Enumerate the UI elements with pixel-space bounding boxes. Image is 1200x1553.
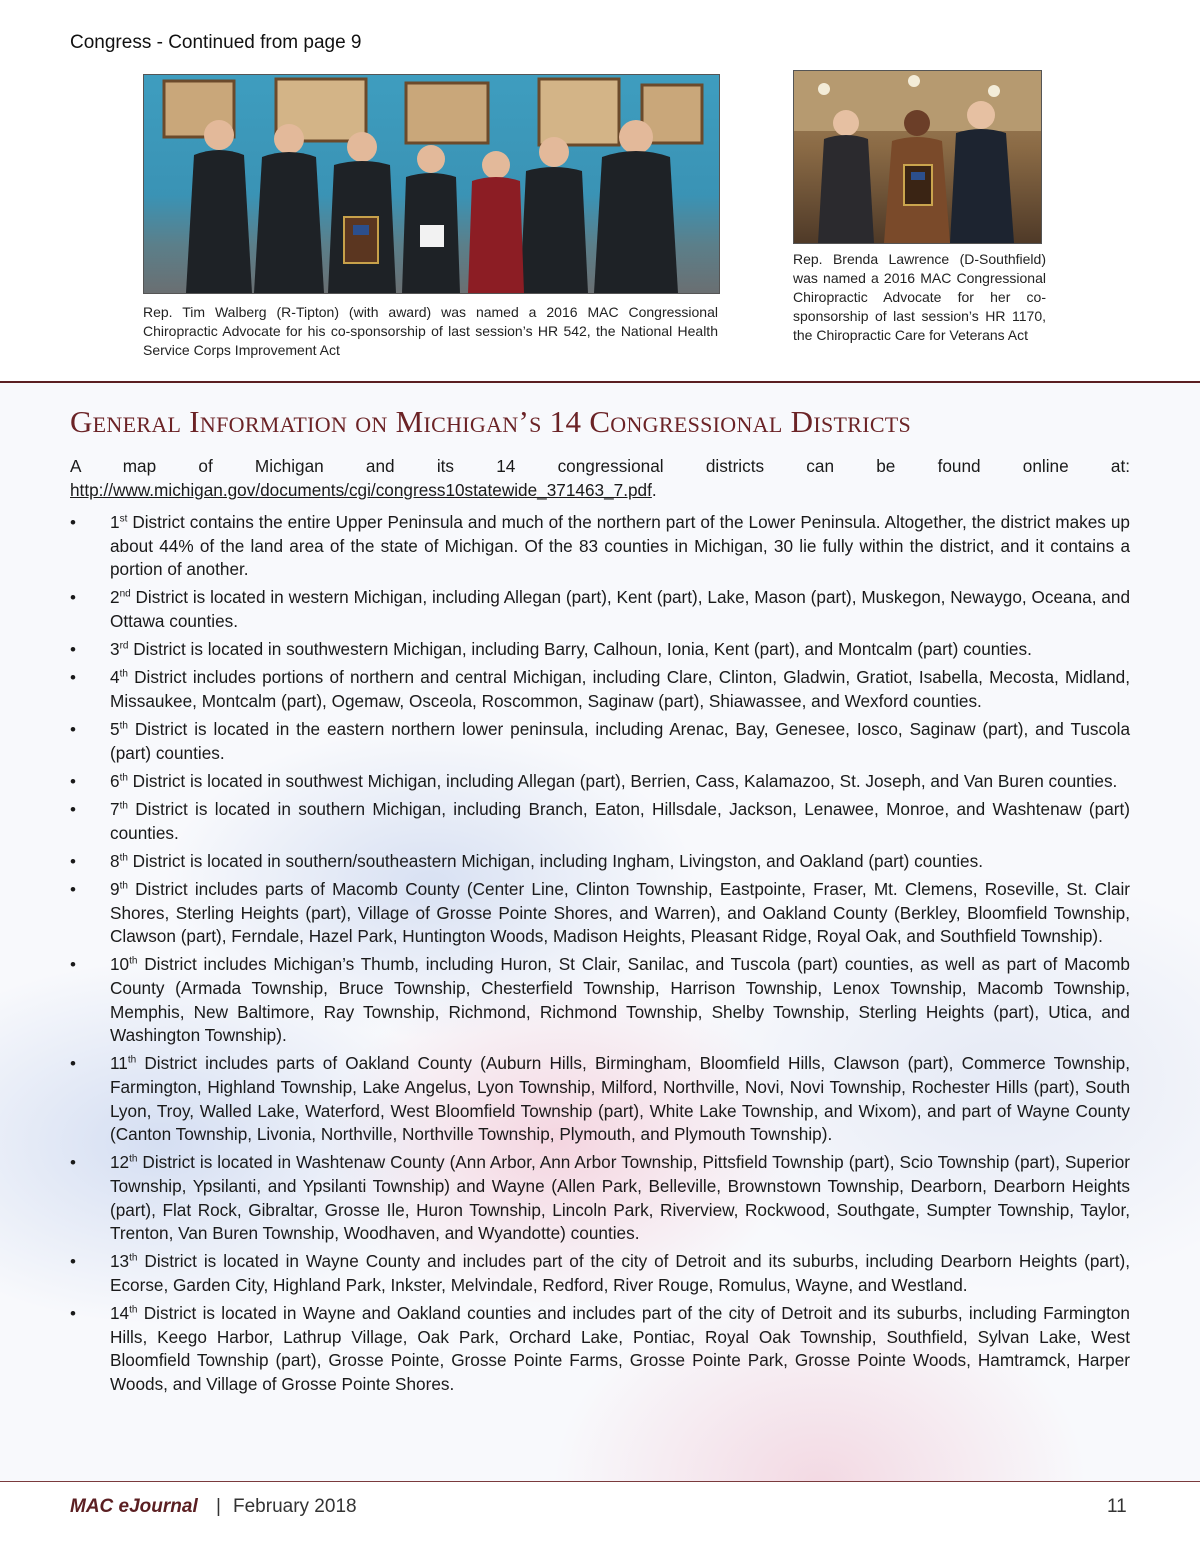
lawrence-photo-illustration xyxy=(794,71,1041,243)
district-item xyxy=(70,1052,1130,1146)
publication-name: MAC eJournal xyxy=(70,1496,198,1517)
intro-end: . xyxy=(651,479,657,500)
bullet-icon: • xyxy=(70,800,76,820)
district-item xyxy=(70,586,1130,633)
district-item xyxy=(70,850,1130,874)
district-ordinal-suffix: th xyxy=(119,772,128,784)
district-number: 4 xyxy=(110,667,120,688)
district-ordinal-suffix: rd xyxy=(119,640,129,652)
district-ordinal-suffix: th xyxy=(127,1054,137,1066)
district-number: 5 xyxy=(110,719,120,740)
bullet-icon: • xyxy=(70,668,76,688)
walberg-photo-caption: Rep. Tim Walberg (R-Tipton) (with award) was named a 2016 MAC Congressional Chiropractic Advocate for his co-sponsorship of last session’s HR 542, the National Health Service Corps Improvement Act xyxy=(143,304,718,358)
district-item xyxy=(70,718,1130,765)
district-ordinal-suffix: th xyxy=(119,720,128,732)
continued-note: Congress - Continued from page 9 xyxy=(70,32,362,53)
district-ordinal-suffix: nd xyxy=(119,588,131,600)
district-number: 6 xyxy=(110,770,120,791)
district-number: 1 xyxy=(110,512,120,532)
bullet-icon: • xyxy=(70,1153,76,1173)
bullet-icon: • xyxy=(70,771,76,791)
district-item xyxy=(70,953,1130,1047)
district-description: District includes Michigan’s Thumb, including Huron, St Clair, Sanilac, and Tuscola (part) counties, as well as part of Macomb County (Armada Township, Bruce Township, Chesterfield Township, Harrison Township, Lenox Township, Macomb Township, Memphis, New Baltimore, Ray Township, Richmond, Richmond Township, Shelby Township, Sterling Heights (part), Utica, and Washington Township). xyxy=(110,954,1130,1046)
district-ordinal-suffix: th xyxy=(129,1304,138,1316)
district-description: District is located in southern Michigan, including Branch, Eaton, Hillsdale, Jackson, Lenawee, Monroe, and Washtenaw (part) counties. xyxy=(110,799,1130,843)
district-ordinal-suffix: th xyxy=(129,1252,138,1264)
bullet-icon: • xyxy=(70,955,76,975)
district-ordinal-suffix: th xyxy=(119,880,128,892)
bullet-icon: • xyxy=(70,880,76,900)
district-number: 13 xyxy=(110,1251,130,1272)
district-ordinal-suffix: th xyxy=(119,668,128,680)
district-ordinal-suffix: th xyxy=(119,800,128,812)
district-description: District is located in southern/southeastern Michigan, including Ingham, Livingston, and Oakland (part) counties. xyxy=(127,850,983,871)
footer-rule xyxy=(0,1481,1200,1482)
district-number: 7 xyxy=(110,799,120,820)
district-map-link[interactable]: http://www.michigan.gov/documents/cgi/congress10statewide_371463_7.pdf xyxy=(70,479,652,500)
district-ordinal-suffix: th xyxy=(129,1153,138,1165)
bullet-icon: • xyxy=(70,640,76,660)
district-description: District includes portions of northern and central Michigan, including Clare, Clinton, Gladwin, Gratiot, Isabella, Mecosta, Midland, Missaukee, Montcalm (part), Ogemaw, Osceola, Roscommon, Saginaw (part), Shiawassee, and Wexford counties. xyxy=(110,667,1130,711)
district-item xyxy=(70,1151,1130,1245)
district-description: District includes parts of Macomb County (Center Line, Clinton Township, Eastpointe, Fraser, Mt. Clemens, Roseville, St. Clair Shores, Sterling Heights (part), Village of Grosse Pointe Shores, and Warren), and Oakland County (Berkley, Bloomfield Township, Clawson (part), Ferndale, Hazel Park, Huntington Woods, Madison Heights, Pleasant Ridge, Royal Oak, and Southfield Township). xyxy=(110,879,1130,947)
bullet-icon: • xyxy=(70,851,76,871)
district-item xyxy=(70,1302,1130,1396)
district-item xyxy=(70,878,1130,949)
district-number: 2 xyxy=(110,587,120,608)
bullet-icon: • xyxy=(70,1304,76,1324)
district-description: District is located in southwestern Michigan, including Barry, Calhoun, Ionia, Kent (part), and Montcalm (part) counties. xyxy=(128,639,1032,660)
district-description: District is located in the eastern northern lower peninsula, including Arenac, Bay, Genesee, Iosco, Saginaw (part), and Tuscola (part) counties. xyxy=(110,719,1130,763)
page-number: 11 xyxy=(1107,1496,1127,1517)
district-number: 3 xyxy=(110,639,120,660)
district-item xyxy=(70,798,1130,845)
district-ordinal-suffix: th xyxy=(119,852,128,864)
district-list xyxy=(70,511,1130,1401)
bullet-icon: • xyxy=(70,720,76,740)
district-ordinal-suffix: th xyxy=(129,955,138,967)
footer-separator: | xyxy=(216,1496,221,1517)
district-description: District is located in western Michigan, including Allegan (part), Kent (part), Lake, Mason (part), Muskegon, Newaygo, Oceana, and Ottawa counties. xyxy=(110,587,1130,631)
district-description: District includes parts of Oakland County (Auburn Hills, Birmingham, Bloomfield Hills, Clawson (part), Commerce Township, Farmington, Highland Township, Lake Angelus, Lyon Township, Milford, Northville, Novi, Novi Township, Rochester Hills (part), South Lyon, Troy, Walled Lake, Waterford, West Bloomfield Township (part), White Lake Township, and Wixom), and part of Wayne County (Canton Township, Livonia, Northville, Northville Township, Plymouth, and Plymouth Township). xyxy=(110,1053,1130,1145)
district-item xyxy=(70,638,1130,662)
district-description: District is located in Washtenaw County (Ann Arbor, Ann Arbor Township, Pittsfield Township (part), Scio Township (part), Superior Township, Ypsilanti, and Ypsilanti Township) and Wayne (Allen Park, Belleville, Brownstown Township, Dearborn, Dearborn Heights (part), Flat Rock, Gibraltar, Grosse Ile, Huron Township, Lincoln Park, Riverview, Rockwood, Southgate, Sumpter Township, Taylor, Trenton, Van Buren Township, Woodhaven, and Wyandotte) counties. xyxy=(110,1152,1130,1244)
lawrence-group-photo xyxy=(793,70,1042,244)
district-ordinal-suffix: st xyxy=(119,513,128,525)
district-description: District is located in Wayne and Oakland counties and includes part of the city of Detroit and its suburbs, including Farmington Hills, Keego Harbor, Lathrup Village, Oak Park, Orchard Lake, Pontiac, Royal Oak Township, Southfield, Sylvan Lake, West Bloomfield Township (part), Grosse Pointe, Grosse Pointe Farms, Grosse Pointe Park, Grosse Pointe Woods, Hamtramck, Harper Woods, and Village of Grosse Pointe Shores. xyxy=(110,1303,1130,1394)
district-description: District is located in Wayne County and includes part of the city of Detroit and its suburbs, including Dearborn Heights (part), Ecorse, Garden City, Highland Park, Inkster, Melvindale, Redford, River Rouge, Romulus, Wayne, and Westland. xyxy=(110,1251,1130,1295)
intro-paragraph xyxy=(70,455,1130,502)
bullet-icon: • xyxy=(70,513,76,532)
district-number: 11 xyxy=(110,1053,128,1074)
walberg-group-photo xyxy=(143,74,720,294)
district-description: District is located in southwest Michigan, including Allegan (part), Berrien, Cass, Kalamazoo, St. Joseph, and Van Buren counties. xyxy=(127,770,1118,791)
district-number: 14 xyxy=(110,1303,130,1324)
bullet-icon: • xyxy=(70,1252,76,1272)
issue-date: February 2018 xyxy=(233,1496,357,1517)
walberg-photo-illustration xyxy=(144,75,719,293)
lawrence-photo-caption: Rep. Brenda Lawrence (D-Southfield) was named a 2016 MAC Congressional Chiropractic Advocate for her co-sponsorship of last session’s HR 1170, the Chiropractic Care for Veterans Act xyxy=(793,251,1046,343)
bullet-icon: • xyxy=(70,1054,76,1074)
district-item xyxy=(70,1250,1130,1297)
district-description: District contains the entire Upper Peninsula and much of the northern part of the Lower Peninsula. Altogether, the district makes up about 44% of the land area of the state of Michigan. Of the 83 counties in Michigan, 30 lie fully within the district, and it contains a portion of another. xyxy=(110,512,1130,580)
district-number: 10 xyxy=(110,954,130,975)
district-item xyxy=(70,770,1130,794)
district-item xyxy=(70,666,1130,713)
district-number: 8 xyxy=(110,850,120,871)
district-number: 12 xyxy=(110,1152,130,1173)
intro-text: A map of Michigan and its 14 congressional districts can be found online at: xyxy=(70,456,1130,476)
district-number: 9 xyxy=(110,879,120,900)
bullet-icon: • xyxy=(70,588,76,608)
section-heading: General Information on Michigan’s 14 Congressional Districts xyxy=(70,404,912,439)
district-item xyxy=(70,511,1130,582)
